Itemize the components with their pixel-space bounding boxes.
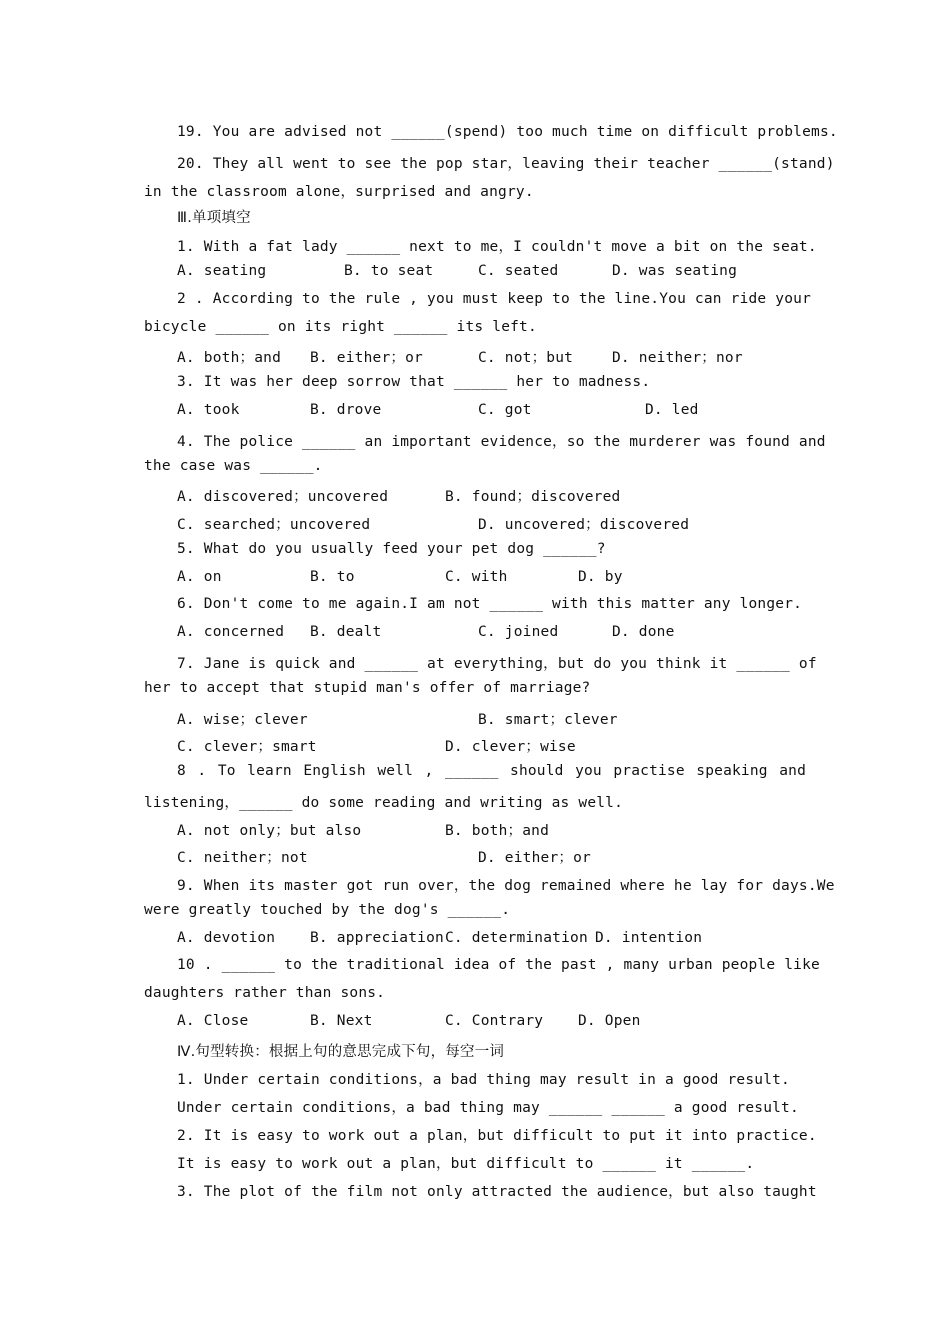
mcq-9-stem-line-2: were greatly touched by the dog's ______. xyxy=(144,902,511,918)
mcq-3-option-d: D. led xyxy=(645,402,699,418)
mcq-10-option-b: B. Next xyxy=(310,1013,373,1029)
mcq-8-option-c: C. neither；not xyxy=(177,850,308,866)
mcq-4-stem-line-1: 4. The police ______ an important evidence，so the murderer was found and xyxy=(177,434,826,450)
mcq-4-stem-line-2: the case was ______. xyxy=(144,458,323,474)
mcq-9-option-b: B. appreciation xyxy=(310,930,444,946)
mcq-7-option-b: B. smart；clever xyxy=(478,712,618,728)
question-19: 19. You are advised not ______(spend) too much time on difficult problems. xyxy=(177,124,838,140)
mcq-9-option-d: D. intention xyxy=(595,930,703,946)
mcq-4-option-c: C. searched；uncovered xyxy=(177,517,371,533)
mcq-5-option-d: D. by xyxy=(578,569,623,585)
mcq-7-option-c: C. clever；smart xyxy=(177,739,317,755)
mcq-2-option-b: B. either；or xyxy=(310,350,423,366)
question-20-line-1: 20. They all went to see the pop star，leaving their teacher ______(stand) xyxy=(177,156,835,172)
mcq-8-option-b: B. both；and xyxy=(445,823,549,839)
transform-3-original: 3. The plot of the film not only attracted the audience，but also taught xyxy=(177,1184,817,1200)
mcq-8-option-a: A. not only；but also xyxy=(177,823,362,839)
mcq-6-option-d: D. done xyxy=(612,624,675,640)
mcq-7-stem-line-1: 7. Jane is quick and ______ at everything，but do you think it ______ of xyxy=(177,656,817,672)
transform-2-rewrite: It is easy to work out a plan，but difficult to ______ it ______. xyxy=(177,1156,755,1172)
mcq-1-option-c: C. seated xyxy=(478,263,559,279)
mcq-1-option-a: A. seating xyxy=(177,263,267,279)
mcq-6-option-a: A. concerned xyxy=(177,624,285,640)
mcq-10-stem-line-2: daughters rather than sons. xyxy=(144,985,386,1001)
transform-1-rewrite: Under certain conditions，a bad thing may ______ ______ a good result. xyxy=(177,1100,799,1116)
mcq-3-option-c: C. got xyxy=(478,402,532,418)
mcq-5-option-a: A. on xyxy=(177,569,222,585)
mcq-1-option-d: D. was seating xyxy=(612,263,738,279)
mcq-4-option-b: B. found；discovered xyxy=(445,489,621,505)
mcq-9-option-c: C. determination xyxy=(445,930,588,946)
mcq-10-option-a: A. Close xyxy=(177,1013,249,1029)
mcq-5-option-b: B. to xyxy=(310,569,355,585)
mcq-9-stem-line-1: 9. When its master got run over，the dog remained where he lay for days.We xyxy=(177,878,835,894)
mcq-2-option-a: A. both；and xyxy=(177,350,281,366)
mcq-8-option-d: D. either；or xyxy=(478,850,591,866)
mcq-8-stem-line-1: 8 . To learn English well , ______ should you practise speaking and xyxy=(177,763,806,779)
mcq-5-option-c: C. with xyxy=(445,569,508,585)
mcq-8-stem-line-2: listening，______ do some reading and writing as well. xyxy=(144,795,624,811)
mcq-10-option-d: D. Open xyxy=(578,1013,641,1029)
mcq-10-stem-line-1: 10 . ______ to the traditional idea of the past , many urban people like xyxy=(177,957,820,973)
mcq-1-stem: 1. With a fat lady ______ next to me，I couldn't move a bit on the seat. xyxy=(177,239,817,255)
mcq-10-option-c: C. Contrary xyxy=(445,1013,544,1029)
mcq-2-option-d: D. neither；nor xyxy=(612,350,743,366)
mcq-2-stem-line-1: 2 . According to the rule , you must keep to the line.You can ride your xyxy=(177,291,812,307)
question-20-line-2: in the classroom alone，surprised and angry. xyxy=(144,184,534,200)
mcq-3-option-a: A. took xyxy=(177,402,240,418)
mcq-1-option-b: B. to seat xyxy=(344,263,434,279)
section-heading-part3: Ⅲ.单项填空 xyxy=(177,210,251,226)
mcq-2-stem-line-2: bicycle ______ on its right ______ its left. xyxy=(144,319,537,335)
mcq-6-option-c: C. joined xyxy=(478,624,559,640)
mcq-5-stem: 5. What do you usually feed your pet dog ______? xyxy=(177,541,606,557)
mcq-7-stem-line-2: her to accept that stupid man's offer of marriage? xyxy=(144,680,591,696)
mcq-2-option-c: C. not；but xyxy=(478,350,574,366)
mcq-3-stem: 3. It was her deep sorrow that ______ her to madness. xyxy=(177,374,651,390)
mcq-9-option-a: A. devotion xyxy=(177,930,276,946)
mcq-7-option-d: D. clever；wise xyxy=(445,739,576,755)
transform-1-original: 1. Under certain conditions，a bad thing may result in a good result. xyxy=(177,1072,790,1088)
mcq-6-stem: 6. Don't come to me again.I am not ______ with this matter any longer. xyxy=(177,596,803,612)
mcq-3-option-b: B. drove xyxy=(310,402,382,418)
transform-2-original: 2. It is easy to work out a plan，but difficult to put it into practice. xyxy=(177,1128,817,1144)
mcq-7-option-a: A. wise；clever xyxy=(177,712,308,728)
mcq-6-option-b: B. dealt xyxy=(310,624,382,640)
mcq-4-option-d: D. uncovered；discovered xyxy=(478,517,690,533)
section-heading-part4: Ⅳ.句型转换：根据上句的意思完成下句，每空一词 xyxy=(177,1044,505,1060)
mcq-4-option-a: A. discovered；uncovered xyxy=(177,489,389,505)
